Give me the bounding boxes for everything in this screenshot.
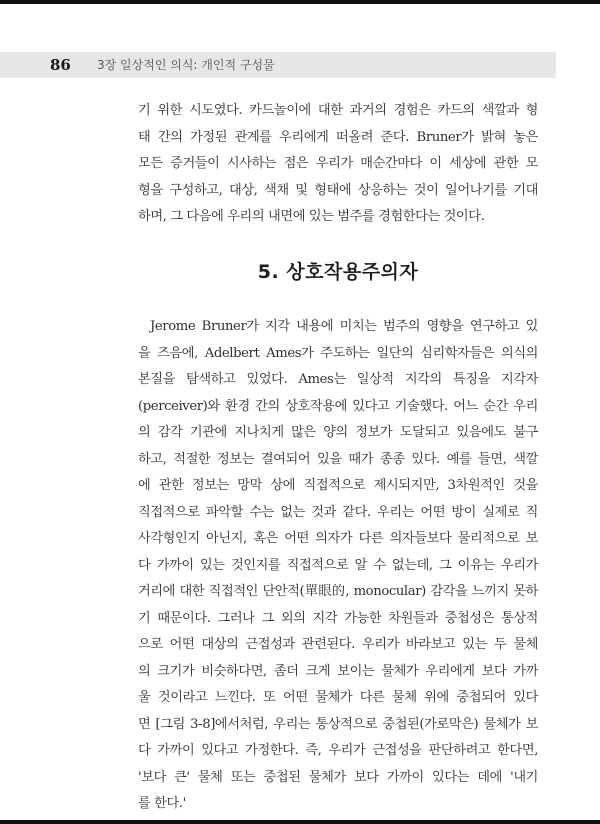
text-line: (perceiver)와 환경 간의 상호작용에 있다고 기술했다. 어느 순간 우리	[138, 398, 538, 414]
text-line: 다 가까이 있는 것인지를 직접적으로 알 수 없는데, 그 이유는 우리가	[138, 557, 538, 573]
text-line: 의 감각 기관에 지나치게 많은 양의 정보가 도달되고 있음에도 불구	[138, 425, 538, 440]
top-border-rule	[0, 0, 600, 4]
text-line: 을 즈음에, Adelbert Ames가 주도하는 일단의 심리학자들은 의식의	[138, 345, 538, 361]
text-line: 형을 구성하고, 대상, 색채 및 형태에 상응하는 것이 일어나기를 기대	[138, 182, 538, 198]
text-line: 하며, 그 다음에 우리의 내면에 있는 범주를 경험한다는 것이다.	[138, 209, 485, 224]
text-line: 기 때문이다. 그러나 그 외의 지각 가능한 차원들과 중첩성은 통상적	[138, 610, 538, 626]
body-paragraph-1	[138, 98, 538, 231]
page-number: 86	[50, 56, 71, 74]
text-line: 의 크기가 비슷하다면, 좀더 크게 보이는 물체가 우리에게 보다 가까	[138, 663, 538, 679]
body-paragraph-2	[138, 314, 538, 818]
text-line: Jerome Bruner가 지각 내용에 미치는 범주의 영향을 연구하고 있	[150, 319, 538, 334]
text-line: 에 관한 정보는 망막 상에 직접적으로 제시되지만, 3차원적인 것을	[138, 478, 538, 493]
text-line: 으로 어떤 대상의 근접성과 관련된다. 우리가 바라보고 있는 두 물체	[138, 637, 538, 652]
text-line: 기 위한 시도였다. 카드놀이에 대한 과거의 경험은 카드의 색깔과 형	[138, 103, 538, 118]
text-line: '보다 큰' 물체 또는 중첩된 물체가 보다 가까이 있다는 데에 '내기	[138, 769, 538, 785]
section-heading: 5. 상호작용주의자	[257, 261, 419, 283]
text-line: 직접적으로 파악할 수는 없는 것과 같다. 우리는 어떤 방이 실제로 직	[138, 504, 538, 520]
running-header-bar	[0, 52, 556, 78]
text-line: 사각형인지 아닌지, 혹은 어떤 의자가 다른 의자들보다 물리적으로 보	[138, 531, 538, 546]
text-line: 다 가까이 있다고 가정한다. 즉, 우리가 근접성을 판단하려고 한다면,	[138, 743, 538, 758]
bottom-border-rule	[0, 820, 600, 824]
text-line: 태 간의 가정된 관계를 우리에게 떠올려 준다. Bruner가 밝혀 놓은	[138, 129, 538, 145]
text-line: 모든 증거들이 시사하는 점은 우리가 매순간마다 이 세상에 관한 모	[138, 156, 538, 171]
text-line: 본질을 탐색하고 있었다. Ames는 일상적 지각의 특징을 지각자	[138, 372, 538, 387]
running-head-chapter-title: 3장 일상적인 의식: 개인적 구성물	[97, 58, 275, 72]
text-line: 면 [그림 3-8]에서처럼, 우리는 통상적으로 중첩된(가로막은) 물체가 보	[138, 716, 538, 732]
text-line: 거리에 대한 직접적인 단안적(單眼的, monocular) 감각을 느끼지 못하	[138, 584, 538, 599]
text-line: 를 한다.'	[138, 796, 186, 811]
text-line: 울 것이라고 느낀다. 또 어떤 물체가 다른 물체 위에 중첩되어 있다	[138, 690, 538, 705]
text-line: 하고, 적절한 정보는 결여되어 있을 때가 종종 있다. 예를 들면, 색깔	[138, 451, 538, 467]
